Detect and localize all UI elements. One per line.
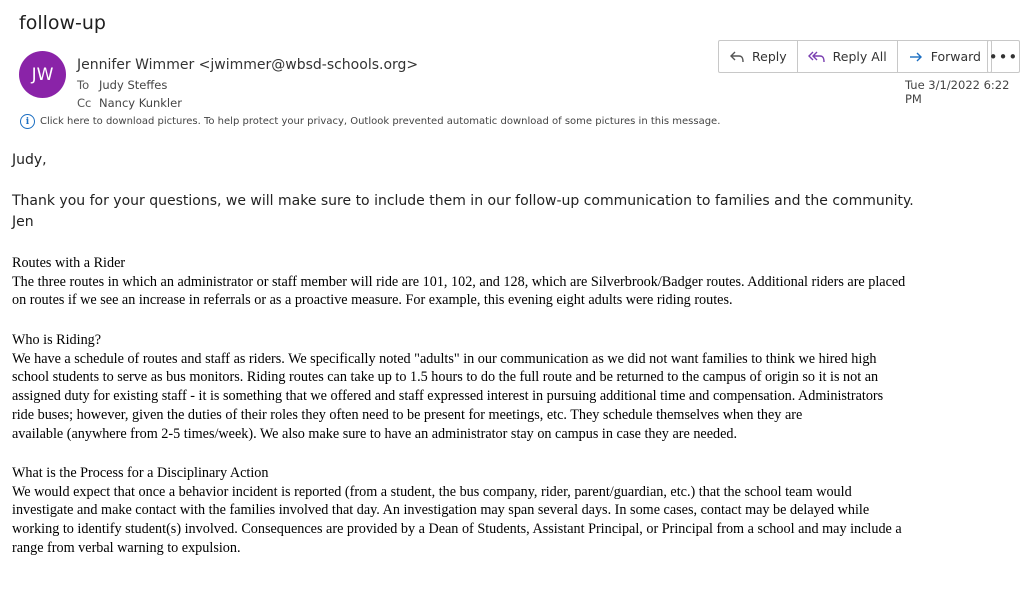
to-line	[77, 78, 167, 92]
to-label: To	[77, 78, 90, 92]
body-line: on routes if we see an increase in referrals or as a proactive measure. For example, this evening eight adults were riding routes.	[12, 292, 733, 309]
section-who-is-riding	[12, 331, 1016, 443]
sender-avatar[interactable]: JW	[19, 51, 66, 98]
body-line: investigate and make contact with the families involved that day. An investigation may span several days. In some cases, contact may be delayed while	[12, 502, 870, 519]
body-line: available (anywhere from 2-5 times/week). We also make sure to have an administrator stay on campus in case they are needed.	[12, 425, 738, 442]
cc-recipient[interactable]: Nancy Kunkler	[99, 96, 182, 110]
more-actions-button[interactable]: •••	[987, 40, 1020, 73]
forward-button[interactable]	[898, 41, 991, 72]
body-line: The three routes in which an administrator or staff member will ride are 101, 102, and 128, which are Silverbrook/Badger routes. Additional riders are placed	[12, 273, 906, 290]
reply-label: Reply	[752, 49, 787, 64]
signoff: Jen	[12, 214, 34, 230]
info-icon: i	[20, 114, 35, 129]
forward-icon	[908, 50, 924, 64]
forward-label: Forward	[930, 49, 981, 64]
body-line: working to identify student(s) involved. Consequences are provided by a Dean of Students, Assistant Principal, or Principal from a school and may include a	[12, 521, 902, 538]
body-line: school students to serve as bus monitors. Riding routes can take up to 1.5 hours to do the full route and be returned to the campus of origin so it is not an	[12, 369, 879, 386]
reply-button[interactable]	[719, 41, 798, 72]
reply-all-button[interactable]	[798, 41, 898, 72]
privacy-notice-text[interactable]: Click here to download pictures. To help protect your privacy, Outlook prevented automatic download of some pictures in this message.	[40, 116, 721, 127]
reply-icon	[729, 50, 745, 64]
cc-label: Cc	[77, 96, 92, 110]
reply-all-label: Reply All	[832, 49, 887, 64]
body-line: We have a schedule of routes and staff as riders. We specifically noted "adults" in our communication as we did not want families to think we hired high	[12, 350, 877, 367]
section-routes	[12, 254, 1016, 310]
reply-all-icon	[808, 50, 826, 64]
body-line: ride buses; however, given the duties of their roles they often need to be present for meetings, etc. They schedule themselves when they are	[12, 406, 803, 423]
email-subject: follow-up	[19, 12, 106, 34]
section-heading: What is the Process for a Disciplinary Action	[12, 465, 269, 481]
section-heading: Who is Riding?	[12, 332, 102, 348]
body-line: range from verbal warning to expulsion.	[12, 539, 241, 556]
cc-line	[77, 96, 182, 110]
sent-timestamp: Tue 3/1/2022 6:22 PM	[905, 78, 1010, 106]
sender-name[interactable]: Jennifer Wimmer <jwimmer@wbsd-schools.org>	[77, 57, 419, 73]
section-heading: Routes with a Rider	[12, 255, 126, 271]
section-disciplinary-process	[12, 464, 1016, 558]
greeting: Judy,	[12, 152, 47, 168]
body-line: We would expect that once a behavior incident is reported (from a student, the bus company, rider, parent/guardian, etc.) that the school team would	[12, 483, 852, 500]
thanks-line: Thank you for your questions, we will make sure to include them in our follow-up communication to families and the community.	[12, 193, 914, 209]
message-actions	[718, 40, 992, 73]
download-pictures-notice[interactable]	[20, 114, 720, 129]
body-line: assigned duty for existing staff - it is something that we offered and staff expressed interest in pursuing additional time and compensation. Administrators	[12, 388, 884, 405]
to-recipient[interactable]: Judy Steffes	[99, 78, 168, 92]
